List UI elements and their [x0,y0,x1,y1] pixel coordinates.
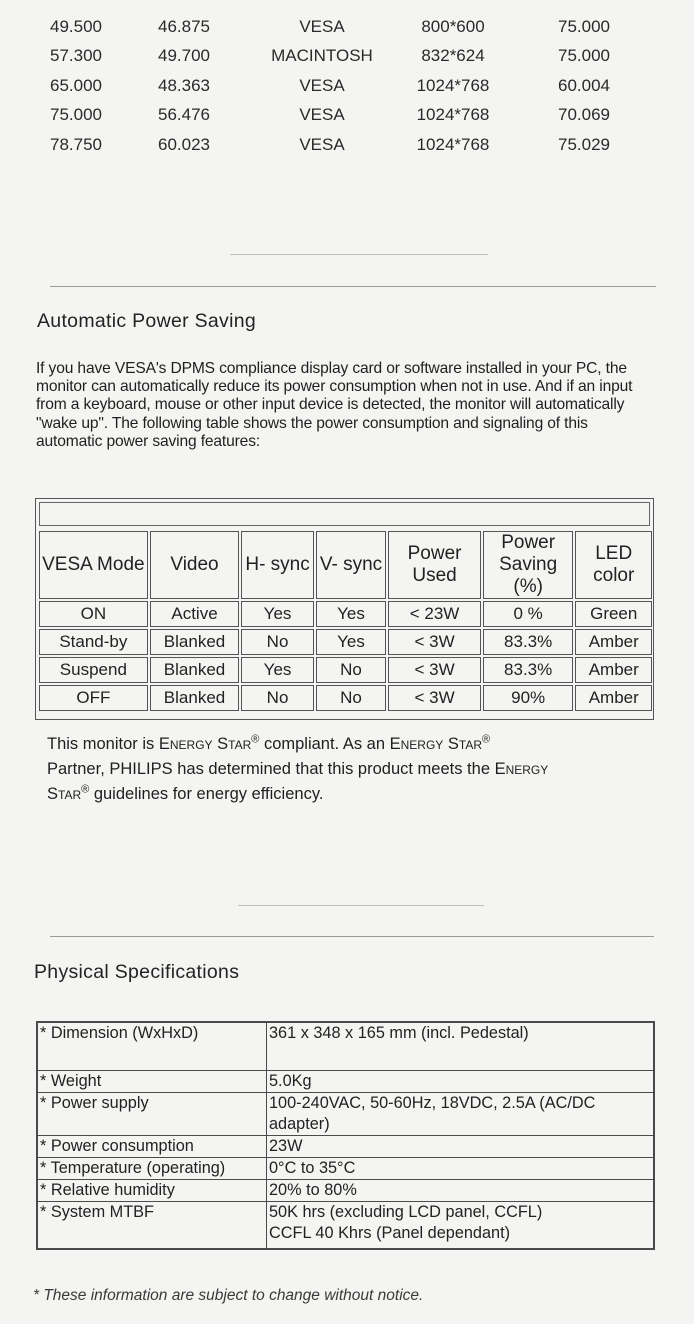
table-row [37,1157,654,1179]
timing-table [30,12,660,160]
spec-value [267,1201,655,1249]
table-cell: < 3W [388,685,481,711]
table-cell: 83.3% [483,629,574,655]
spec-value: 23W [267,1135,655,1157]
table-cell: 1024*768 [416,105,490,125]
table-cell: No [316,685,386,711]
table-cell: 75.000 [50,105,102,125]
energy-star-brand: Energy Star [389,735,482,753]
spec-value-line: 50K hrs (excluding LCD panel, CCFL) [269,1202,543,1221]
table-cell: Blanked [150,685,240,711]
table-cell: Yes [316,601,386,627]
table-row [37,1022,654,1070]
table-cell: 90% [483,685,574,711]
registered-mark: ® [81,783,90,796]
table-row [37,1179,654,1201]
text-fragment: Partner, [47,760,110,778]
table-row [37,1135,654,1157]
energy-star-brand: Energy Star [158,735,252,753]
spec-value: 100-240VAC, 50-60Hz, 18VDC, 2.5A (AC/DC adapter) [267,1092,655,1135]
table-row [30,42,660,72]
section-heading-power-saving: Automatic Power Saving [37,310,257,332]
header-video: Video [150,531,240,599]
short-divider [230,254,488,255]
table-row [37,1201,654,1249]
spec-label: * Weight [37,1070,267,1092]
spec-value: 361 x 348 x 165 mm (incl. Pedestal) [267,1022,655,1070]
table-row [30,12,660,42]
table-cell: 75.000 [558,16,610,36]
table-cell: 75.000 [558,46,610,66]
table-row [30,101,660,131]
table-cell: Suspend [39,657,148,683]
table-cell: Yes [241,657,313,683]
company-name: PHILIPS [109,760,173,778]
table-cell: 1024*768 [416,134,490,154]
table-cell: Blanked [150,629,240,655]
table-row [39,657,652,683]
table-cell: 75.029 [558,134,610,154]
power-table-title-band [39,502,650,526]
table-cell: 83.3% [483,657,574,683]
table-cell: < 3W [388,629,481,655]
table-cell: 49.500 [50,16,102,36]
text-fragment: guidelines for energy efficiency. [89,785,324,803]
energy-star-brand: Star [47,785,82,803]
header-v-sync: V- sync [316,531,386,599]
physical-specs-table [36,1021,655,1250]
text-fragment: compliant. As an [259,735,390,753]
spec-label: * Power supply [37,1092,267,1135]
table-cell: 78.750 [50,134,102,154]
table-cell: VESA [299,134,345,154]
table-cell: Active [150,601,240,627]
table-cell: VESA [299,105,345,125]
table-row [30,71,660,101]
spec-label: * System MTBF [37,1201,267,1249]
spec-label: * Dimension (WxHxD) [37,1022,267,1070]
registered-mark: ® [482,733,491,746]
text-fragment: has determined that this product meets the [172,760,495,778]
table-cell: Amber [575,685,652,711]
table-cell: 800*600 [421,16,485,36]
table-cell: 49.700 [158,46,210,66]
table-cell: 65.000 [50,75,102,95]
table-cell: Green [575,601,652,627]
table-cell: 60.004 [558,75,610,95]
energy-star-brand: Energy [494,760,549,778]
energy-star-statement [47,732,657,807]
table-row [30,130,660,160]
table-cell: 56.476 [158,105,210,125]
table-cell: Amber [575,629,652,655]
table-row [37,1092,654,1135]
table-cell: VESA [299,75,345,95]
table-cell: No [241,685,313,711]
section-divider [50,286,656,287]
section-divider [50,936,654,937]
table-cell: 70.069 [558,105,610,125]
table-cell: OFF [39,685,148,711]
table-cell: 48.363 [158,75,210,95]
table-row [39,685,652,711]
table-cell: Amber [575,657,652,683]
spec-value: 5.0Kg [267,1070,655,1092]
header-led-color: LED color [575,531,652,599]
table-cell: MACINTOSH [271,46,373,66]
table-row [37,1070,654,1092]
text-fragment: This monitor is [47,735,159,753]
section-heading-physical-specs: Physical Specifications [34,961,240,983]
header-h-sync: H- sync [241,531,313,599]
table-cell: Yes [241,601,313,627]
spec-value: 20% to 80% [267,1179,655,1201]
spec-label: * Power consumption [37,1135,267,1157]
table-cell: Stand-by [39,629,148,655]
header-vesa-mode: VESA Mode [39,531,148,599]
table-cell: No [241,629,313,655]
table-cell: 832*624 [421,46,485,66]
table-cell: 57.300 [50,46,102,66]
spec-value-line: CCFL 40 Khrs (Panel dependant) [269,1223,511,1242]
table-cell: < 3W [388,657,481,683]
header-power-used: Power Used [388,531,481,599]
power-saving-table [37,529,654,713]
table-cell: 46.875 [158,16,210,36]
table-cell: 0 % [483,601,574,627]
header-power-saving: Power Saving (%) [483,531,574,599]
table-header-row [39,531,652,599]
table-cell: 60.023 [158,134,210,154]
table-cell: 1024*768 [416,75,490,95]
short-divider [238,905,484,906]
table-cell: No [316,657,386,683]
spec-label: * Temperature (operating) [37,1157,267,1179]
spec-label: * Relative humidity [37,1179,267,1201]
table-cell: Yes [316,629,386,655]
power-saving-intro: If you have VESA's DPMS compliance display card or software installed in your PC, the monitor can automatically reduce its power consumption when not in use. And if an input from a keyboard, mouse or other input device is detected, the monitor will automatically "wake up". The following table shows the power consumption and signaling of this automatic power saving features: [36,360,633,450]
table-row [39,629,652,655]
registered-mark: ® [251,733,260,746]
table-cell: VESA [299,16,345,36]
table-cell: Blanked [150,657,240,683]
table-row [39,601,652,627]
table-cell: ON [39,601,148,627]
footnote: * These information are subject to change without notice. [33,1287,424,1304]
table-cell: < 23W [388,601,481,627]
spec-value: 0°C to 35°C [267,1157,655,1179]
